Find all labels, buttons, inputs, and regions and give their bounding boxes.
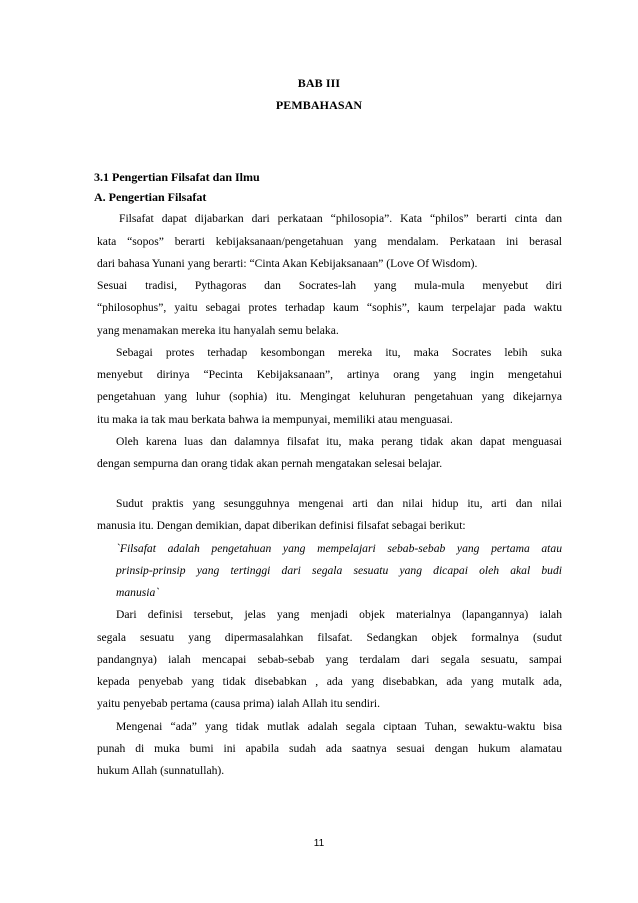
body-line: Filsafat dapat dijabarkan dari perkataan “philosopia”. Kata “philos” berarti cinta dan [119,212,562,225]
definition-quote-line: `Filsafat adalah pengetahuan yang mempelajari sebab-sebab yang pertama atau [116,542,562,555]
chapter-title: PEMBAHASAN [275,98,363,112]
body-line: punah di muka bumi ini apabila sudah ada saatnya sesuai dengan hukum alamatau [97,742,562,755]
body-line: kata “sopos” berarti kebijaksanaan/pengetahuan yang mendalam. Perkataan ini berasal [97,235,562,248]
body-line: menyebut dirinya “Pecinta Kebijaksanaan”, artinya orang yang ingin mengetahui [97,368,562,381]
body-line: “philosophus”, yaitu sebagai protes terhadap kaum “sophis”, kaum terpelajar pada waktu [97,301,562,314]
body-line: yaitu penyebab pertama (causa prima) ialah Allah itu sendiri. [97,697,380,710]
body-line: Sesuai tradisi, Pythagoras dan Socrates-lah yang mula-mula menyebut diri [97,279,562,292]
body-line: Mengenai “ada” yang tidak mutlak adalah segala ciptaan Tuhan, sewaktu-waktu bisa [116,720,562,733]
section-heading: 3.1 Pengertian Filsafat dan Ilmu [94,170,260,184]
body-line: Oleh karena luas dan dalamnya filsafat itu, maka perang tidak akan dapat menguasai [116,435,562,448]
body-line: hukum Allah (sunnatullah). [97,764,225,777]
body-line: dari bahasa Yunani yang berarti: “Cinta Akan Kebijaksanaan” (Love Of Wisdom). [97,257,478,270]
body-line: pandangnya) ialah mencapai sebab-sebab yang terdalam dari segala sesuatu, sampai [97,653,562,666]
body-line: dengan sempurna dan orang tidak akan pernah mengatakan selesai belajar. [97,457,443,470]
definition-quote-line: prinsip-prinsip yang tertinggi dari segala sesuatu yang dicapai oleh akal budi [116,564,562,577]
body-line: segala sesuatu yang dipermasalahkan filsafat. Sedangkan objek formalnya (sudut [97,631,562,644]
body-line: manusia itu. Dengan demikian, dapat diberikan definisi filsafat sebagai berikut: [97,519,466,532]
body-line: kepada penyebab yang tidak disebabkan , ada yang disebabkan, ada yang mutalk ada, [97,675,562,688]
body-line: itu maka ia tak mau berkata bahwa ia mempunyai, memiliki atau menguasai. [97,413,453,426]
body-line: Dari definisi tersebut, jelas yang menjadi objek materialnya (lapangannya) ialah [116,608,562,621]
definition-quote-line: manusia` [116,586,160,599]
subsection-heading: A. Pengertian Filsafat [94,190,207,204]
body-line: Sebagai protes terhadap kesombongan mereka itu, maka Socrates lebih suka [116,346,562,359]
page-number: 11 [313,838,325,849]
body-line: Sudut praktis yang sesungguhnya mengenai arti dan nilai hidup itu, arti dan nilai [116,497,562,510]
body-line: yang menamakan mereka itu hanyalah semu belaka. [97,324,339,337]
chapter-number: BAB III [297,76,341,90]
body-line: pengetahuan yang luhur (sophia) itu. Mengingat keluhuran pengetahuan yang dikejarnya [97,390,562,403]
